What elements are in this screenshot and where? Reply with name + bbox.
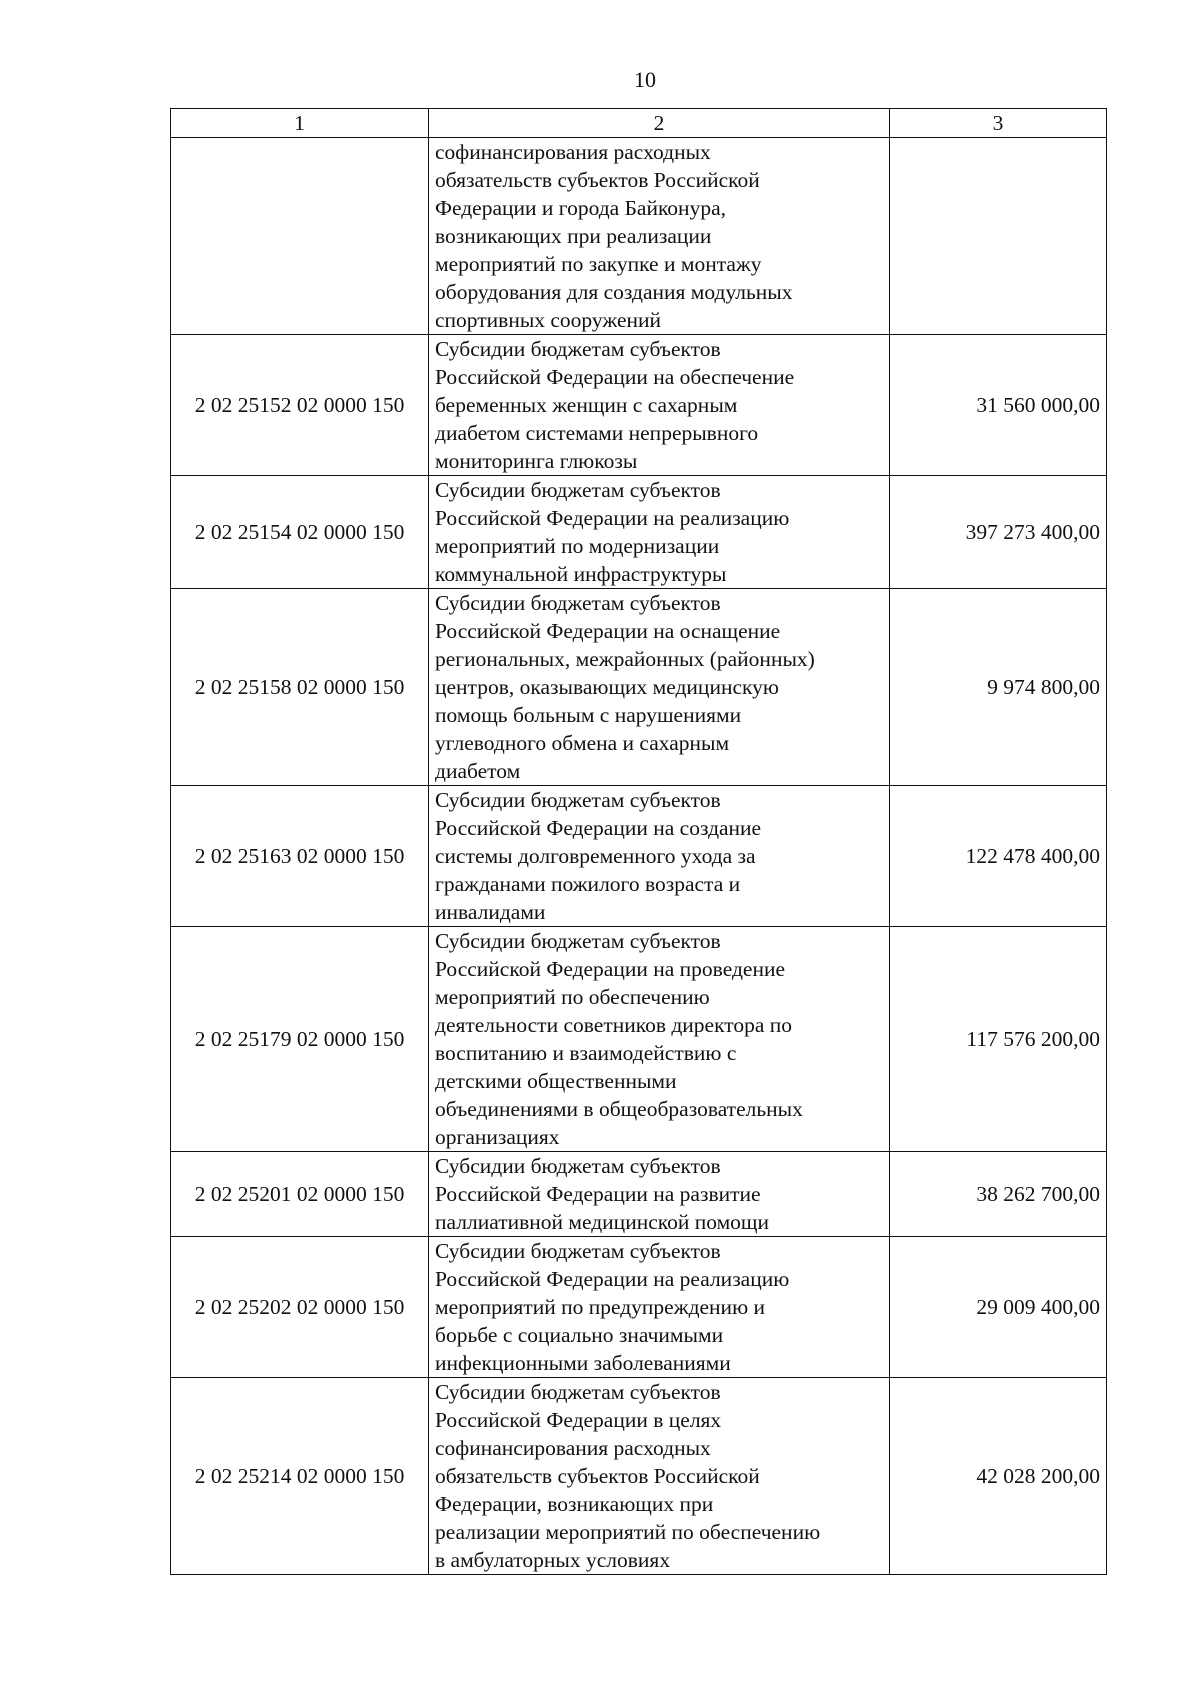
description-line: мероприятий по закупке и монтажу [435, 252, 762, 276]
description-line: детскими общественными [435, 1069, 677, 1093]
description-line: реализации мероприятий по обеспечению [435, 1520, 821, 1544]
description-line: возникающих при реализации [435, 224, 712, 248]
amount-cell: 42 028 200,00 [890, 1378, 1107, 1575]
income-code-cell: 2 02 25202 02 0000 150 [171, 1237, 429, 1378]
description-line: Субсидии бюджетам субъектов [435, 1239, 721, 1263]
description-line: диабетом [435, 759, 521, 783]
description-cell [429, 138, 890, 335]
description-line: Субсидии бюджетам субъектов [435, 478, 721, 502]
description-line: паллиативной медицинской помощи [435, 1210, 769, 1234]
amount-cell: 29 009 400,00 [890, 1237, 1107, 1378]
income-code-cell: 2 02 25179 02 0000 150 [171, 927, 429, 1152]
description-line: инвалидами [435, 900, 546, 924]
description-line: Субсидии бюджетам субъектов [435, 337, 721, 361]
column-header-1: 1 [171, 109, 429, 138]
description-line: Российской Федерации на обеспечение [435, 365, 795, 389]
description-line: воспитанию и взаимодействию с [435, 1041, 737, 1065]
description-cell [429, 1378, 890, 1575]
page-number: 10 [634, 67, 656, 92]
amount-cell: 9 974 800,00 [890, 589, 1107, 786]
table-row [171, 589, 1107, 786]
amount-cell: 397 273 400,00 [890, 476, 1107, 589]
description-line: мероприятий по предупреждению и [435, 1295, 766, 1319]
description-line: обязательств субъектов Российской [435, 168, 760, 192]
table-body [171, 138, 1107, 1575]
description-line: Российской Федерации на проведение [435, 957, 785, 981]
description-line: инфекционными заболеваниями [435, 1351, 731, 1375]
amount-cell: 117 576 200,00 [890, 927, 1107, 1152]
description-line: региональных, межрайонных (районных) [435, 647, 815, 671]
description-line: борьбе с социально значимыми [435, 1323, 724, 1347]
description-line: спортивных сооружений [435, 308, 662, 332]
table-row [171, 476, 1107, 589]
description-line: гражданами пожилого возраста и [435, 872, 741, 896]
description-cell [429, 589, 890, 786]
description-line: Федерации, возникающих при [435, 1492, 714, 1516]
description-line: углеводного обмена и сахарным [435, 731, 730, 755]
description-line: коммунальной инфраструктуры [435, 562, 727, 586]
description-cell [429, 1152, 890, 1237]
description-cell [429, 927, 890, 1152]
budget-table [170, 108, 1107, 1575]
table-row [171, 786, 1107, 927]
table-row [171, 927, 1107, 1152]
income-code-cell: 2 02 25158 02 0000 150 [171, 589, 429, 786]
description-line: Российской Федерации на оснащение [435, 619, 781, 643]
description-cell [429, 335, 890, 476]
description-line: Российской Федерации на создание [435, 816, 762, 840]
description-line: Российской Федерации на развитие [435, 1182, 761, 1206]
description-line: софинансирования расходных [435, 140, 711, 164]
description-line: обязательств субъектов Российской [435, 1464, 760, 1488]
income-code-cell: 2 02 25163 02 0000 150 [171, 786, 429, 927]
description-line: Субсидии бюджетам субъектов [435, 929, 721, 953]
description-line: беременных женщин с сахарным [435, 393, 738, 417]
income-code-cell: 2 02 25201 02 0000 150 [171, 1152, 429, 1237]
description-line: диабетом системами непрерывного [435, 421, 759, 445]
income-code-cell: 2 02 25214 02 0000 150 [171, 1378, 429, 1575]
description-line: оборудования для создания модульных [435, 280, 793, 304]
income-code-cell: 2 02 25154 02 0000 150 [171, 476, 429, 589]
description-line: софинансирования расходных [435, 1436, 711, 1460]
description-cell [429, 786, 890, 927]
table-row [171, 1152, 1107, 1237]
amount-cell: 31 560 000,00 [890, 335, 1107, 476]
column-header-3: 3 [890, 109, 1107, 138]
income-code-cell [171, 138, 429, 335]
table-row [171, 1378, 1107, 1575]
description-line: Российской Федерации на реализацию [435, 1267, 790, 1291]
description-line: системы долговременного ухода за [435, 844, 756, 868]
description-line: объединениями в общеобразовательных [435, 1097, 803, 1121]
amount-cell [890, 138, 1107, 335]
header-row [171, 109, 1107, 138]
amount-cell: 122 478 400,00 [890, 786, 1107, 927]
description-cell [429, 1237, 890, 1378]
description-line: в амбулаторных условиях [435, 1548, 671, 1572]
table-row [171, 1237, 1107, 1378]
income-code-cell: 2 02 25152 02 0000 150 [171, 335, 429, 476]
description-line: мониторинга глюкозы [435, 449, 638, 473]
description-line: деятельности советников директора по [435, 1013, 793, 1037]
table-row [171, 335, 1107, 476]
description-line: Российской Федерации на реализацию [435, 506, 790, 530]
description-line: мероприятий по обеспечению [435, 985, 710, 1009]
description-line: помощь больным с нарушениями [435, 703, 742, 727]
description-cell [429, 476, 890, 589]
description-line: мероприятий по модернизации [435, 534, 720, 558]
description-line: Субсидии бюджетам субъектов [435, 1380, 721, 1404]
table-row [171, 138, 1107, 335]
description-line: Федерации и города Байконура, [435, 196, 726, 220]
description-line: Субсидии бюджетам субъектов [435, 788, 721, 812]
description-line: Субсидии бюджетам субъектов [435, 1154, 721, 1178]
description-line: организациях [435, 1125, 560, 1149]
amount-cell: 38 262 700,00 [890, 1152, 1107, 1237]
description-line: Российской Федерации в целях [435, 1408, 722, 1432]
description-line: центров, оказывающих медицинскую [435, 675, 779, 699]
column-header-2: 2 [429, 109, 890, 138]
description-line: Субсидии бюджетам субъектов [435, 591, 721, 615]
table-header [171, 109, 1107, 138]
